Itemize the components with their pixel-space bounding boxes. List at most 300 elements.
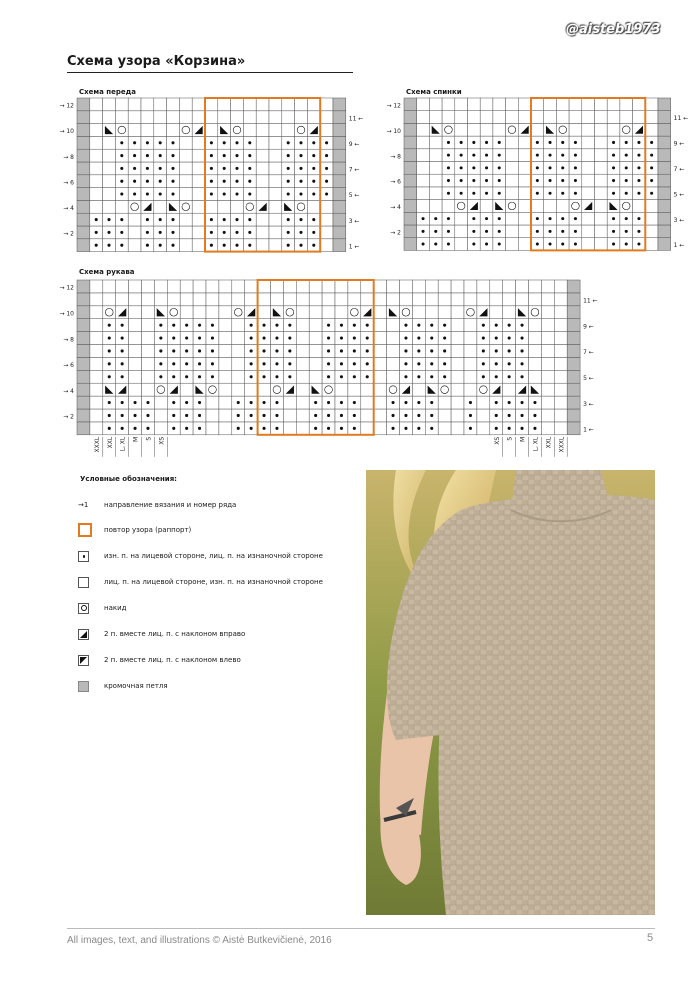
stitch-cell bbox=[442, 123, 455, 136]
stitch-cell bbox=[451, 344, 464, 357]
stitch-cell bbox=[179, 149, 192, 162]
purl-dot bbox=[120, 141, 123, 144]
purl-dot bbox=[250, 324, 253, 327]
stitch-cell bbox=[374, 409, 387, 422]
knit-sweater-photo bbox=[366, 470, 655, 915]
purl-dot bbox=[485, 166, 488, 169]
legend-title: Условные обозначения: bbox=[80, 475, 177, 483]
stitch-cell bbox=[128, 98, 141, 111]
purl-dot bbox=[171, 192, 174, 195]
purl-dot bbox=[108, 375, 111, 378]
stitch-cell bbox=[282, 124, 295, 137]
edge-cell bbox=[404, 238, 417, 251]
purl-dot bbox=[134, 414, 137, 417]
stitch-cell bbox=[594, 200, 607, 213]
edge-cell bbox=[567, 357, 580, 370]
purl-dot bbox=[185, 337, 188, 340]
stitch-cell bbox=[283, 396, 296, 409]
stitch-cell bbox=[554, 280, 567, 293]
purl-dot bbox=[366, 375, 369, 378]
edge-cell bbox=[77, 332, 90, 345]
stitch-cell bbox=[582, 200, 595, 213]
stitch-cell bbox=[335, 306, 348, 319]
purl-dot bbox=[120, 154, 123, 157]
stitch-cell bbox=[645, 123, 658, 136]
stitch-cell bbox=[455, 225, 468, 238]
stitch-cell bbox=[442, 111, 455, 124]
purl-dot bbox=[327, 427, 330, 430]
purl-dot bbox=[574, 141, 577, 144]
purl-dot bbox=[447, 166, 450, 169]
empty-cell-icon bbox=[78, 577, 89, 588]
purl-dot bbox=[536, 192, 539, 195]
purl-dot bbox=[287, 218, 290, 221]
purl-dot bbox=[498, 217, 501, 220]
stitch-cell bbox=[192, 162, 205, 175]
stitch-cell bbox=[142, 332, 155, 345]
stitch-cell bbox=[451, 306, 464, 319]
purl-dot bbox=[625, 192, 628, 195]
stitch-cell bbox=[219, 409, 232, 422]
purl-dot bbox=[417, 349, 420, 352]
purl-dot bbox=[299, 192, 302, 195]
purl-dot bbox=[134, 401, 137, 404]
stitch-cell bbox=[115, 98, 128, 111]
edge-cell bbox=[567, 280, 580, 293]
stitch-cell bbox=[516, 293, 529, 306]
stitch-cell bbox=[541, 396, 554, 409]
purl-dot bbox=[159, 324, 162, 327]
purl-dot bbox=[185, 324, 188, 327]
purl-dot bbox=[520, 401, 523, 404]
stitch-cell bbox=[206, 396, 219, 409]
purl-dot bbox=[159, 349, 162, 352]
stitch-cell bbox=[464, 344, 477, 357]
edge-cell bbox=[77, 306, 90, 319]
stitch-cell bbox=[179, 175, 192, 188]
purl-dot bbox=[108, 427, 111, 430]
purl-dot bbox=[275, 427, 278, 430]
stitch-cell bbox=[270, 293, 283, 306]
edge-cell bbox=[333, 188, 346, 201]
purl-dot bbox=[485, 243, 488, 246]
purl-dot bbox=[495, 427, 498, 430]
purl-dot bbox=[198, 362, 201, 365]
edge-cell bbox=[658, 111, 671, 124]
stitch-cell bbox=[554, 383, 567, 396]
chart-svg bbox=[55, 279, 608, 462]
purl-dot bbox=[210, 231, 213, 234]
stitch-cell bbox=[582, 225, 595, 238]
purl-dot bbox=[159, 141, 162, 144]
purl-dot bbox=[299, 244, 302, 247]
purl-dot bbox=[404, 324, 407, 327]
purl-dot bbox=[146, 218, 149, 221]
stitch-cell bbox=[232, 357, 245, 370]
edge-cell bbox=[77, 188, 90, 201]
purl-dot bbox=[430, 362, 433, 365]
stitch-cell bbox=[90, 175, 103, 188]
purl-dot bbox=[223, 244, 226, 247]
stitch-cell bbox=[142, 383, 155, 396]
stitch-cell bbox=[518, 123, 531, 136]
purl-dot bbox=[443, 324, 446, 327]
legend-text: лиц. п. на лицевой стороне, изн. п. на изнаночной стороне bbox=[104, 578, 323, 586]
purl-dot bbox=[211, 362, 214, 365]
stitch-cell bbox=[167, 111, 180, 124]
purl-dot bbox=[211, 349, 214, 352]
stitch-cell bbox=[477, 293, 490, 306]
stitch-cell bbox=[103, 280, 116, 293]
stitch-cell bbox=[256, 162, 269, 175]
purl-dot bbox=[299, 218, 302, 221]
stitch-cell bbox=[480, 98, 493, 111]
stitch-cell bbox=[193, 383, 206, 396]
stitch-cell bbox=[206, 383, 219, 396]
purl-dot bbox=[250, 427, 253, 430]
stitch-cell bbox=[320, 239, 333, 252]
stitch-cell bbox=[154, 98, 167, 111]
stitch-cell bbox=[103, 383, 116, 396]
stitch-cell bbox=[361, 293, 374, 306]
stitch-cell bbox=[645, 98, 658, 111]
purl-dot bbox=[498, 141, 501, 144]
row-number-right: 7 ← bbox=[583, 349, 594, 357]
purl-dot bbox=[211, 324, 214, 327]
stitch-cell bbox=[258, 280, 271, 293]
stitch-cell bbox=[116, 280, 129, 293]
stitch-cell bbox=[620, 123, 633, 136]
size-label: XXL bbox=[545, 436, 553, 449]
stitch-cell bbox=[518, 161, 531, 174]
stitch-cell bbox=[594, 149, 607, 162]
edge-cell bbox=[658, 136, 671, 149]
purl-dot bbox=[482, 337, 485, 340]
stitch-cell bbox=[320, 226, 333, 239]
row-number-left: → 10 bbox=[59, 128, 75, 136]
purl-dot bbox=[288, 375, 291, 378]
purl-dot bbox=[172, 349, 175, 352]
purl-dot bbox=[159, 337, 162, 340]
purl-dot bbox=[235, 141, 238, 144]
stitch-cell bbox=[544, 200, 557, 213]
purl-dot bbox=[121, 362, 124, 365]
purl-dot bbox=[223, 218, 226, 221]
stitch-cell bbox=[399, 280, 412, 293]
title-divider bbox=[67, 72, 353, 73]
purl-dot bbox=[327, 362, 330, 365]
stitch-cell bbox=[283, 306, 296, 319]
edge-cell bbox=[658, 212, 671, 225]
stitch-cell bbox=[322, 293, 335, 306]
purl-dot bbox=[185, 375, 188, 378]
legend-text: 2 п. вместе лиц. п. с наклоном вправо bbox=[104, 630, 246, 638]
stitch-cell bbox=[179, 213, 192, 226]
watermark: @aisteb1973 bbox=[566, 22, 661, 37]
purl-dot bbox=[198, 349, 201, 352]
purl-dot bbox=[422, 243, 425, 246]
row-number-left: → 4 bbox=[63, 204, 75, 212]
row-number-right: 1 ← bbox=[583, 426, 594, 434]
stitch-cell bbox=[429, 123, 442, 136]
stitch-cell bbox=[309, 306, 322, 319]
purl-dot bbox=[159, 218, 162, 221]
purl-dot bbox=[508, 427, 511, 430]
stitch-cell bbox=[103, 293, 116, 306]
purl-dot bbox=[263, 324, 266, 327]
purl-dot bbox=[460, 192, 463, 195]
page-title: Схема узора «Корзина» bbox=[67, 54, 246, 69]
edge-cell bbox=[77, 175, 90, 188]
edge-cell bbox=[658, 149, 671, 162]
stitch-cell bbox=[90, 306, 103, 319]
edge-cell bbox=[567, 332, 580, 345]
stitch-cell bbox=[594, 123, 607, 136]
purl-dot bbox=[366, 349, 369, 352]
right-slant-icon bbox=[78, 629, 89, 640]
purl-dot bbox=[120, 167, 123, 170]
edge-cell bbox=[77, 344, 90, 357]
purl-dot bbox=[574, 217, 577, 220]
purl-dot bbox=[146, 167, 149, 170]
stitch-cell bbox=[582, 238, 595, 251]
edge-cell bbox=[404, 123, 417, 136]
purl-dot bbox=[498, 192, 501, 195]
legend-row-direction bbox=[78, 498, 236, 512]
stitch-cell bbox=[451, 396, 464, 409]
legend-text: направление вязания и номер ряда bbox=[104, 501, 237, 509]
stitch-cell bbox=[243, 124, 256, 137]
purl-dot bbox=[159, 180, 162, 183]
purl-dot bbox=[235, 244, 238, 247]
stitch-cell bbox=[269, 124, 282, 137]
purl-dot bbox=[133, 141, 136, 144]
stitch-cell bbox=[477, 280, 490, 293]
stitch-cell bbox=[506, 111, 519, 124]
purl-dot bbox=[288, 349, 291, 352]
purl-dot bbox=[235, 180, 238, 183]
edge-cell bbox=[333, 200, 346, 213]
stitch-cell bbox=[154, 396, 167, 409]
purl-dot bbox=[159, 192, 162, 195]
purl-dot bbox=[353, 427, 356, 430]
stitch-cell bbox=[490, 306, 503, 319]
repeat-box-icon bbox=[78, 523, 92, 537]
edge-cell bbox=[333, 111, 346, 124]
edge-cell bbox=[77, 98, 90, 111]
stitch-cell bbox=[518, 98, 531, 111]
stitch-cell bbox=[429, 149, 442, 162]
stitch-cell bbox=[154, 124, 167, 137]
purl-dot bbox=[353, 401, 356, 404]
stitch-cell bbox=[607, 98, 620, 111]
purl-dot bbox=[263, 414, 266, 417]
legend-row-edge bbox=[78, 679, 168, 693]
purl-dot bbox=[612, 230, 615, 233]
stitch-cell bbox=[506, 123, 519, 136]
size-label: XXXL bbox=[93, 436, 101, 453]
purl-dot bbox=[520, 349, 523, 352]
legend-text: накид bbox=[104, 604, 127, 612]
stitch-cell bbox=[594, 111, 607, 124]
stitch-cell bbox=[620, 98, 633, 111]
purl-dot bbox=[561, 166, 564, 169]
purl-dot bbox=[508, 337, 511, 340]
purl-dot bbox=[404, 414, 407, 417]
row-number-left: → 8 bbox=[63, 153, 75, 161]
stitch-cell bbox=[503, 306, 516, 319]
purl-dot bbox=[120, 180, 123, 183]
purl-dot bbox=[353, 375, 356, 378]
stitch-cell bbox=[451, 383, 464, 396]
stitch-cell bbox=[348, 306, 361, 319]
footer-divider bbox=[67, 928, 655, 929]
stitch-cell bbox=[528, 357, 541, 370]
edge-cell bbox=[77, 422, 90, 435]
purl-dot bbox=[185, 362, 188, 365]
stitch-cell bbox=[320, 200, 333, 213]
stitch-cell bbox=[90, 319, 103, 332]
purl-dot bbox=[520, 414, 523, 417]
stitch-cell bbox=[554, 396, 567, 409]
purl-dot bbox=[353, 349, 356, 352]
stitch-cell bbox=[103, 306, 116, 319]
stitch-cell bbox=[541, 409, 554, 422]
purl-dot bbox=[574, 179, 577, 182]
purl-dot bbox=[430, 375, 433, 378]
stitch-cell bbox=[269, 111, 282, 124]
purl-dot bbox=[353, 324, 356, 327]
row-number-left: → 10 bbox=[386, 127, 402, 135]
purl-dot bbox=[327, 349, 330, 352]
purl-dot bbox=[508, 375, 511, 378]
stitch-cell bbox=[582, 98, 595, 111]
purl-dot bbox=[248, 244, 251, 247]
purl-dot bbox=[121, 324, 124, 327]
purl-dot bbox=[612, 166, 615, 169]
stitch-cell bbox=[154, 200, 167, 213]
stitch-cell bbox=[477, 422, 490, 435]
stitch-cell bbox=[374, 280, 387, 293]
stitch-cell bbox=[361, 306, 374, 319]
stitch-cell bbox=[594, 98, 607, 111]
purl-dot bbox=[237, 414, 240, 417]
stitch-cell bbox=[205, 200, 218, 213]
stitch-cell bbox=[594, 187, 607, 200]
stitch-cell bbox=[506, 149, 519, 162]
stitch-cell bbox=[556, 123, 569, 136]
purl-dot bbox=[235, 231, 238, 234]
edge-cell bbox=[404, 111, 417, 124]
edge-cell bbox=[404, 161, 417, 174]
stitch-cell bbox=[645, 111, 658, 124]
stitch-cell bbox=[455, 98, 468, 111]
purl-dot bbox=[340, 375, 343, 378]
stitch-cell bbox=[582, 187, 595, 200]
stitch-cell bbox=[269, 175, 282, 188]
purl-dot bbox=[133, 180, 136, 183]
stitch-cell bbox=[645, 200, 658, 213]
purl-dot bbox=[146, 154, 149, 157]
purl-dot bbox=[223, 141, 226, 144]
front-chart-label: Схема переда bbox=[79, 88, 137, 96]
row-number-left: → 6 bbox=[63, 179, 75, 187]
edge-cell bbox=[567, 383, 580, 396]
stitch-cell bbox=[129, 306, 142, 319]
purl-dot bbox=[430, 337, 433, 340]
stitch-cell bbox=[417, 161, 430, 174]
stitch-cell bbox=[180, 293, 193, 306]
stitch-cell bbox=[374, 344, 387, 357]
stitch-cell bbox=[243, 111, 256, 124]
purl-dot bbox=[121, 401, 124, 404]
stitch-cell bbox=[90, 370, 103, 383]
stitch-cell bbox=[90, 396, 103, 409]
purl-dot bbox=[447, 179, 450, 182]
stitch-cell bbox=[154, 306, 167, 319]
stitch-cell bbox=[269, 213, 282, 226]
stitch-cell bbox=[429, 98, 442, 111]
purl-dot bbox=[561, 141, 564, 144]
stitch-cell bbox=[503, 280, 516, 293]
stitch-cell bbox=[307, 111, 320, 124]
purl-dot bbox=[650, 141, 653, 144]
purl-dot bbox=[198, 337, 201, 340]
row-number-left: → 4 bbox=[390, 204, 402, 212]
stitch-cell bbox=[541, 293, 554, 306]
purl-dot bbox=[171, 231, 174, 234]
stitch-cell bbox=[429, 111, 442, 124]
stitch-cell bbox=[528, 383, 541, 396]
stitch-cell bbox=[554, 332, 567, 345]
stitch-cell bbox=[554, 422, 567, 435]
purl-dot bbox=[485, 217, 488, 220]
purl-dot bbox=[536, 141, 539, 144]
purl-dot bbox=[314, 414, 317, 417]
stitch-cell bbox=[425, 280, 438, 293]
stitch-cell bbox=[374, 293, 387, 306]
stitch-cell bbox=[374, 383, 387, 396]
purl-dot bbox=[417, 375, 420, 378]
row-number-left: → 4 bbox=[63, 387, 75, 395]
stitch-cell bbox=[425, 293, 438, 306]
stitch-cell bbox=[142, 344, 155, 357]
purl-dot bbox=[159, 362, 162, 365]
purl-dot bbox=[536, 179, 539, 182]
stitch-cell bbox=[554, 409, 567, 422]
stitch-cell bbox=[335, 280, 348, 293]
purl-dot bbox=[637, 243, 640, 246]
stitch-cell bbox=[192, 200, 205, 213]
purl-dot bbox=[417, 362, 420, 365]
size-label: S bbox=[506, 436, 514, 441]
stitch-cell bbox=[90, 280, 103, 293]
stitch-cell bbox=[219, 370, 232, 383]
purl-dot bbox=[146, 231, 149, 234]
purl-dot bbox=[498, 230, 501, 233]
stitch-cell bbox=[205, 111, 218, 124]
stitch-cell bbox=[477, 409, 490, 422]
stitch-cell bbox=[493, 111, 506, 124]
purl-dot bbox=[172, 401, 175, 404]
stitch-cell bbox=[438, 396, 451, 409]
purl-dot bbox=[637, 179, 640, 182]
stitch-cell bbox=[320, 98, 333, 111]
stitch-cell bbox=[90, 188, 103, 201]
stitch-cell bbox=[296, 370, 309, 383]
stitch-cell bbox=[295, 111, 308, 124]
stitch-cell bbox=[129, 370, 142, 383]
